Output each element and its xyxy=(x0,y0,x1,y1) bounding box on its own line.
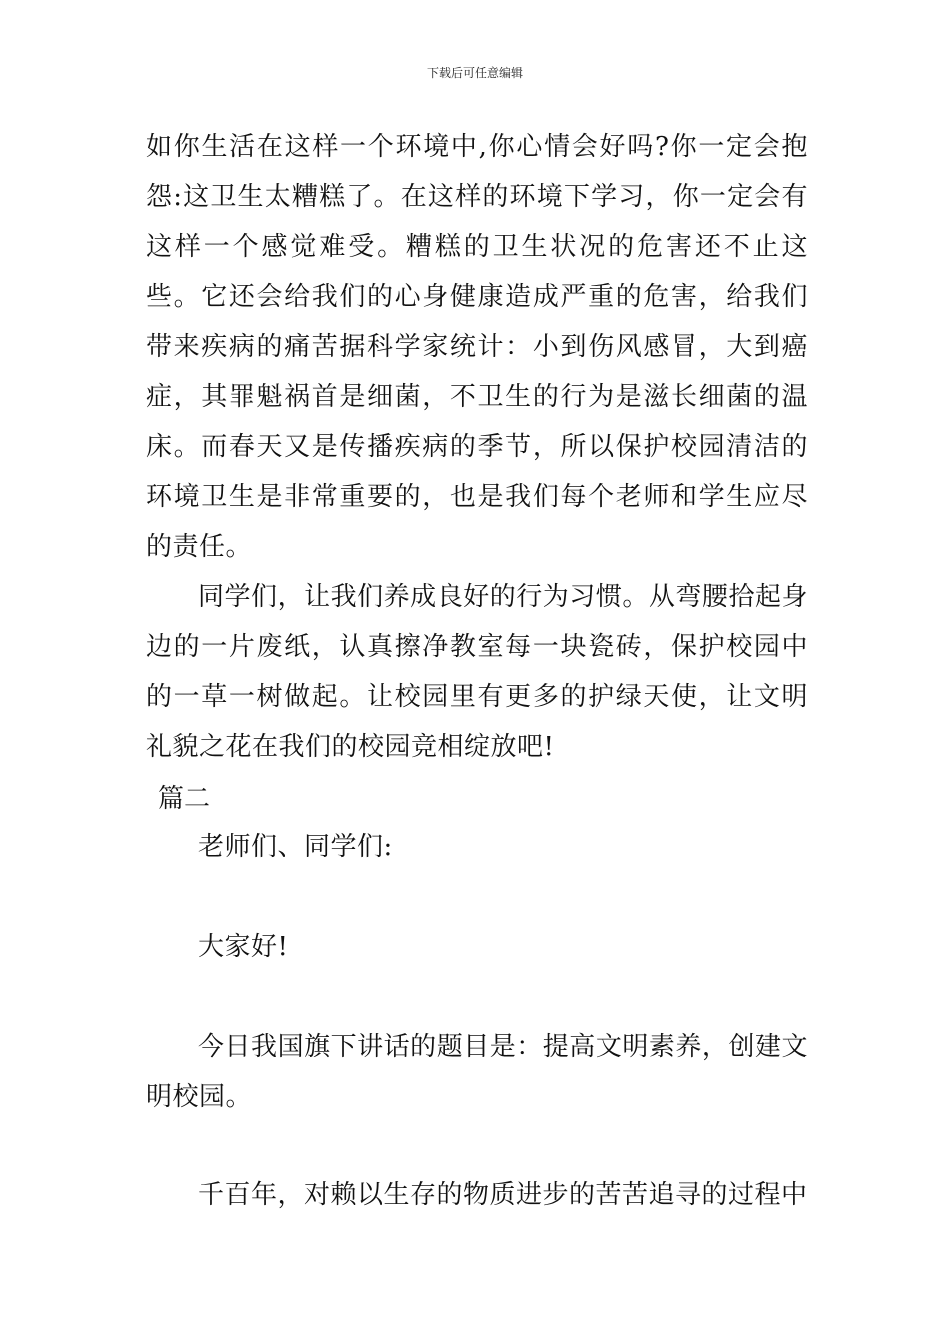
paragraph-greeting: 大家好! xyxy=(198,932,289,962)
paragraph-hygiene-impact: 如你生活在这样一个环境中,你心情会好吗?你一定会抱怨:这卫生太糟糕了。在这样的环境下学习，你一定会有这样一个感觉难受。糟糕的卫生状况的危害还不止这些。它还会给我们的心身健康造成严重的危害，给我们带来疾病的痛苦据科学家统计：小到伤风感冒，大到癌症，其罪魁祸首是细菌，不卫生的行为是滋长细菌的温床。而春天又是传播疾病的季节，所以保护校园清洁的环境卫生是非常重要的，也是我们每个老师和学生应尽的责任。 xyxy=(146,132,808,562)
paragraph-speech-topic: 今日我国旗下讲话的题目是：提高文明素养，创建文明校园。 xyxy=(146,1032,808,1112)
paragraph-opening: 千百年，对赖以生存的物质进步的苦苦追寻的过程中 xyxy=(198,1180,808,1210)
page-header-note: 下载后可任意编辑 xyxy=(426,66,523,80)
section-heading: 篇二 xyxy=(158,784,211,814)
paragraph-call-to-action: 同学们，让我们养成良好的行为习惯。从弯腰拾起身边的一片废纸，认真擦净教室每一块瓷砖，保护校园中的一草一树做起。让校园里有更多的护绿天使，让文明礼貌之花在我们的校园竞相绽放吧! xyxy=(146,582,808,762)
paragraph-salutation: 老师们、同学们: xyxy=(198,832,393,862)
